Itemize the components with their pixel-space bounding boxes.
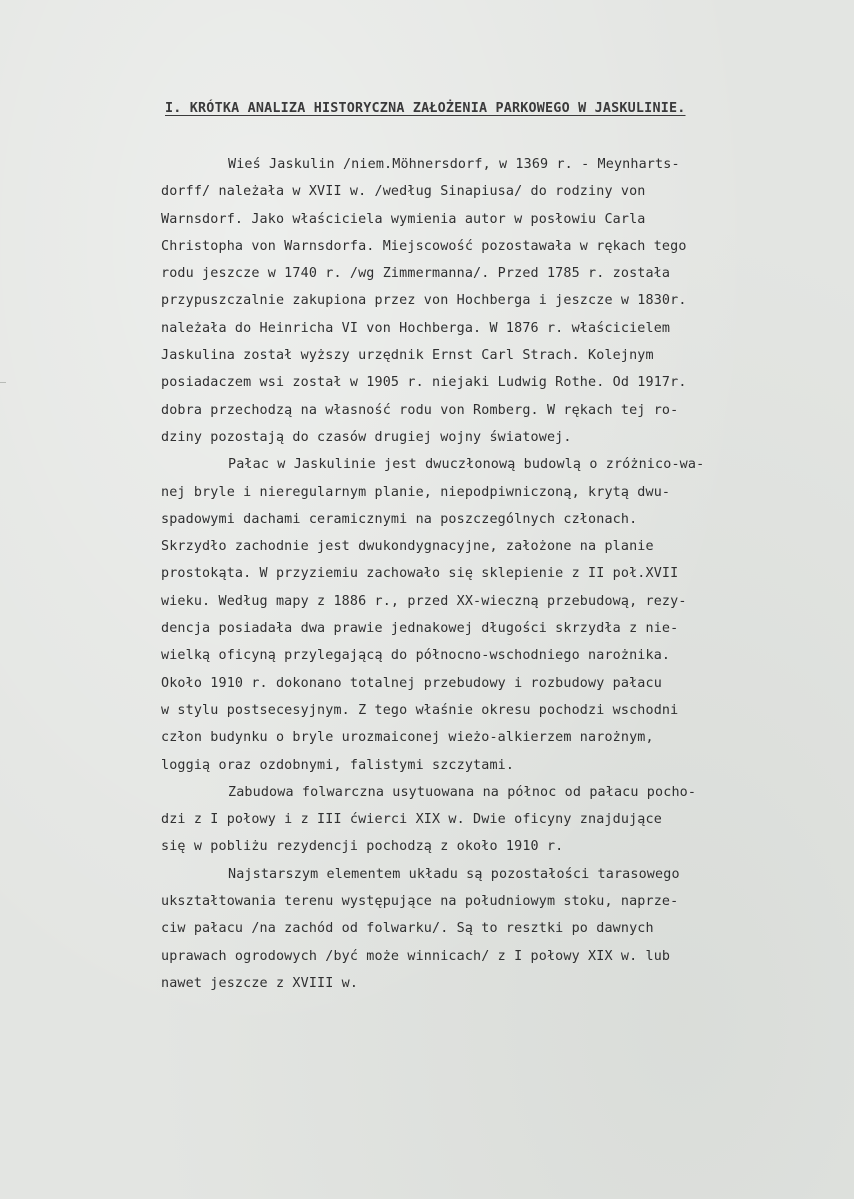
text-line: Skrzydło zachodnie jest dwukondygnacyjne, założone na planie xyxy=(161,539,654,555)
text-line: dorff/ należała w XVII w. /według Sinapiusa/ do rodziny von xyxy=(161,184,646,200)
paragraph-history xyxy=(161,151,841,451)
section-heading: I. KRÓTKA ANALIZA HISTORYCZNA ZAŁOŻENIA PARKOWEGO W JASKULINIE. xyxy=(165,101,686,116)
text-line: Jaskulina został wyższy urzędnik Ernst Carl Strach. Kolejnym xyxy=(161,348,654,364)
text-line: rodu jeszcze w 1740 r. /wg Zimmermanna/. Przed 1785 r. została xyxy=(161,266,671,282)
text-line: dobra przechodzą na własność rodu von Romberg. W rękach tej ro- xyxy=(161,402,679,418)
text-line: Zabudowa folwarczna usytuowana na północ od pałacu pocho- xyxy=(228,784,697,800)
text-line: ukształtowania terenu występujące na południowym stoku, naprze- xyxy=(161,894,679,910)
paragraph-palace xyxy=(161,451,841,779)
text-line: nej bryle i nieregularnym planie, niepodpiwniczoną, krytą dwu- xyxy=(161,484,671,500)
text-line: dencja posiadała dwa prawie jednakowej długości skrzydła z nie- xyxy=(161,621,679,637)
text-line: dziny pozostają do czasów drugiej wojny światowej. xyxy=(161,429,572,445)
text-line: się w pobliżu rezydencji pochodzą z około 1910 r. xyxy=(161,839,564,855)
text-line: człon budynku o bryle urozmaiconej wieżo-alkierzem narożnym, xyxy=(161,730,654,746)
paragraph-farm-buildings xyxy=(161,779,841,861)
text-line: Pałac w Jaskulinie jest dwuczłonową budowlą o zróżnico-wa- xyxy=(228,457,705,473)
text-line: posiadaczem wsi został w 1905 r. niejaki Ludwig Rothe. Od 1917r. xyxy=(161,375,687,391)
text-line: przypuszczalnie zakupiona przez von Hochberga i jeszcze w 1830r. xyxy=(161,293,687,309)
text-line: ciw pałacu /na zachód od folwarku/. Są to resztki po dawnych xyxy=(161,921,654,937)
text-line: Christopha von Warnsdorfa. Miejscowość pozostawała w rękach tego xyxy=(161,238,687,254)
text-line: Wieś Jaskulin /niem.Möhnersdorf, w 1369 r. - Meynharts- xyxy=(228,157,680,172)
text-line: nawet jeszcze z XVIII w. xyxy=(161,975,359,991)
paragraph-terraces xyxy=(161,861,841,997)
text-line: wieku. Według mapy z 1886 r., przed XX-wieczną przebudową, rezy- xyxy=(161,593,687,609)
document-body xyxy=(161,151,841,997)
margin-mark xyxy=(0,382,6,383)
text-line: Warnsdorf. Jako właściciela wymienia autor w posłowiu Carla xyxy=(161,211,646,227)
text-line: prostokąta. W przyziemiu zachowało się sklepienie z II poł.XVII xyxy=(161,566,679,582)
text-line: dzi z I połowy i z III ćwierci XIX w. Dwie oficyny znajdujące xyxy=(161,812,662,828)
text-line: wielką oficyną przylegającą do północno-wschodniego narożnika. xyxy=(161,648,671,664)
text-line: w stylu postsecesyjnym. Z tego właśnie okresu pochodzi wschodni xyxy=(161,702,679,718)
text-line: spadowymi dachami ceramicznymi na poszczególnych członach. xyxy=(161,511,638,527)
text-line: Około 1910 r. dokonano totalnej przebudowy i rozbudowy pałacu xyxy=(161,675,662,691)
text-line: loggią oraz ozdobnymi, falistymi szczytami. xyxy=(161,757,515,773)
text-line: Najstarszym elementem układu są pozostałości tarasowego xyxy=(228,866,680,882)
text-line: uprawach ogrodowych /być może winnicach/ z I połowy XIX w. lub xyxy=(161,948,671,964)
text-line: należała do Heinricha VI von Hochberga. W 1876 r. właścicielem xyxy=(161,320,671,336)
